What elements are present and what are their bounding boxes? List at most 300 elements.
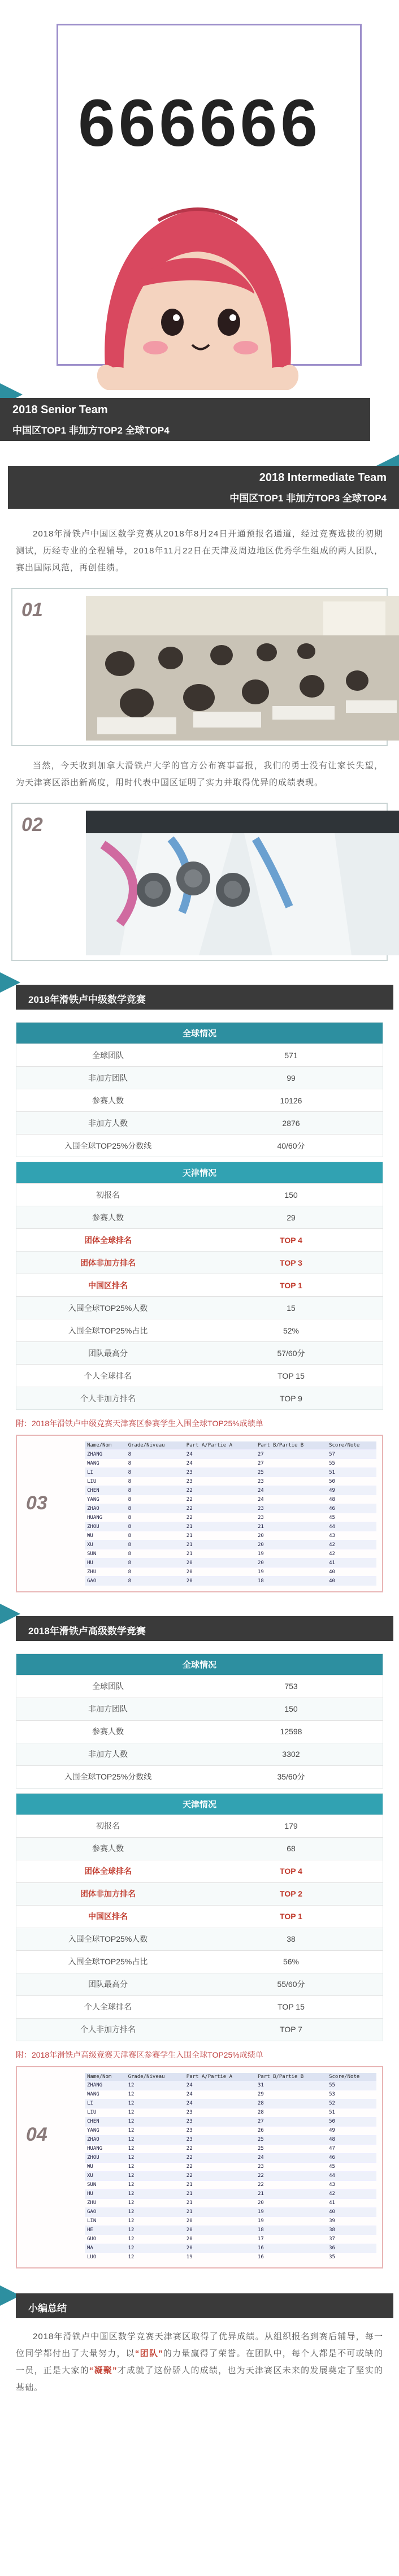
- score-cell: 51: [327, 2108, 376, 2117]
- intermediate-banner-subtitle: 中国区TOP1 非加方TOP3 全球TOP4: [229, 493, 387, 504]
- intermediate-team-banner: [0, 458, 399, 520]
- result-paragraph: 当然，今天收到加拿大滑铁卢大学的官方公布赛事喜报，我们的勇士没有让家长失望，为天津赛区添出新高度，用时代表中国区证明了实力并取得优异的成绩表现。: [16, 761, 383, 787]
- score-cell: 20: [184, 2226, 255, 2235]
- summary-text-part: 2018年滑铁卢中国区数学竞赛天津赛区取得了优异成绩。从组织报名到赛后辅导，每一位同学都付出了大量努力，以: [16, 2332, 383, 2358]
- score-row: [85, 2090, 376, 2099]
- score-cell: HU: [85, 1558, 126, 1568]
- score-cell: 20: [255, 2198, 327, 2207]
- score-cell: 8: [126, 1549, 184, 1558]
- score-cell: 8: [126, 1513, 184, 1522]
- table-body: [16, 1183, 383, 1409]
- row-value: 55/60分: [277, 1980, 305, 1989]
- summary-text-part: 才成就了这份骄人的成绩，也为天津赛区未来的发展奠定了坚实的基础。: [16, 2366, 383, 2392]
- score-row: [85, 1468, 376, 1477]
- score-cell: 12: [126, 2144, 184, 2153]
- table-row: [16, 1905, 383, 1928]
- row-label: 团体非加方排名: [80, 1258, 136, 1267]
- score-header-cell: Name/Nom: [85, 2073, 126, 2081]
- score-cell: 50: [327, 2117, 376, 2126]
- score-row: [85, 2153, 376, 2162]
- row-value: 179: [284, 1821, 298, 1830]
- score-cell: 28: [255, 2108, 327, 2117]
- score-cell: 57: [327, 1450, 376, 1459]
- score-row: [85, 2235, 376, 2244]
- senior-section-title: 2018年滑铁卢高级数学竞赛: [16, 1616, 393, 1641]
- score-cell: 8: [126, 1477, 184, 1486]
- senior-section-header: [0, 1604, 399, 1649]
- score-cell: 21: [184, 1522, 255, 1531]
- score-cell: 24: [255, 2153, 327, 2162]
- score-header-cell: Name/Nom: [85, 1441, 126, 1450]
- score-cell: 19: [255, 1549, 327, 1558]
- score-cell: 21: [184, 1540, 255, 1549]
- table-row: [16, 1341, 383, 1364]
- table-row: [16, 1066, 383, 1089]
- score-cell: GAO: [85, 1577, 126, 1586]
- row-label: 入围全球TOP25%人数: [68, 1303, 148, 1313]
- score-cell: 12: [126, 2153, 184, 2162]
- score-cell: 16: [255, 2244, 327, 2253]
- score-cell: 12: [126, 2235, 184, 2244]
- row-label: 团体非加方排名: [80, 1889, 136, 1898]
- score-cell: 51: [327, 1468, 376, 1477]
- score-row: [85, 1568, 376, 1577]
- score-cell: 22: [184, 1513, 255, 1522]
- score-cell: 22: [255, 2171, 327, 2180]
- score-cell: 21: [184, 2207, 255, 2216]
- row-value: 38: [287, 1934, 296, 1943]
- score-cell: 22: [184, 1486, 255, 1495]
- score-cell: HUANG: [85, 1513, 126, 1522]
- score-cell: ZHU: [85, 1568, 126, 1577]
- row-label: 入围全球TOP25%人数: [68, 1934, 148, 1943]
- senior-global-table: [16, 1653, 383, 1789]
- row-value: 99: [287, 1073, 296, 1083]
- row-label: 团体全球排名: [84, 1867, 132, 1876]
- score-cell: WANG: [85, 1459, 126, 1468]
- table-row: [16, 1387, 383, 1409]
- table-body: [16, 1044, 383, 1157]
- score-cell: 27: [255, 2117, 327, 2126]
- row-label: 非加方人数: [88, 1750, 128, 1759]
- row-label: 全球团队: [92, 1682, 124, 1691]
- score-cell: 49: [327, 2126, 376, 2135]
- table-row: [16, 1675, 383, 1698]
- score-cell: 8: [126, 1577, 184, 1586]
- row-value: 571: [284, 1050, 298, 1060]
- score-cell: 52: [327, 2099, 376, 2108]
- score-cell: ZHOU: [85, 1522, 126, 1531]
- table-row: [16, 1765, 383, 1788]
- score-cell: 20: [255, 1558, 327, 1568]
- table-title: 全球情况: [16, 1023, 383, 1044]
- score-cell: 19: [255, 2207, 327, 2216]
- medals-photo: [86, 811, 399, 955]
- intro-paragraph: 2018年滑铁卢中国区数学竞赛从2018年8月24日开通预报名通道，经过竞赛选拔的初期测试，历经专业的全程辅导，2018年11月22日在天津及周边地区优秀学生组成的两人团队，赛出国际风范，再创佳绩。: [16, 529, 383, 573]
- row-value: 68: [287, 1844, 296, 1853]
- table-row: [16, 1134, 383, 1157]
- score-cell: 12: [126, 2099, 184, 2108]
- score-cell: 46: [327, 1504, 376, 1513]
- score-cell: WANG: [85, 2090, 126, 2099]
- score-cell: 20: [255, 1531, 327, 1540]
- senior-tianjin-table: [16, 1793, 383, 2041]
- score-row: [85, 2253, 376, 2262]
- score-cell: 8: [126, 1540, 184, 1549]
- row-value: 29: [287, 1213, 296, 1222]
- table-row: [16, 1089, 383, 1111]
- score-cell: 40: [327, 1577, 376, 1586]
- row-label: 参赛人数: [92, 1727, 124, 1736]
- senior-banner-box: [0, 398, 370, 441]
- table-title: 天津情况: [16, 1162, 383, 1183]
- row-label: 参赛人数: [92, 1096, 124, 1105]
- score-cell: 22: [184, 2153, 255, 2162]
- score-cell: 8: [126, 1459, 184, 1468]
- score-cell: 12: [126, 2090, 184, 2099]
- score-cell: 47: [327, 2144, 376, 2153]
- table-row: [16, 1860, 383, 1882]
- score-row: [85, 1486, 376, 1495]
- score-row: [85, 2117, 376, 2126]
- score-cell: 38: [327, 2226, 376, 2235]
- row-value: 35/60分: [277, 1772, 305, 1781]
- score-cell: 40: [327, 2207, 376, 2216]
- score-cell: LUO: [85, 2253, 126, 2262]
- table-row: [16, 1111, 383, 1134]
- row-label: 入围全球TOP25%占比: [68, 1957, 148, 1966]
- row-label: 个人非加方排名: [80, 2025, 136, 2034]
- table-body: [16, 1675, 383, 1788]
- score-cell: 37: [327, 2235, 376, 2244]
- score-cell: WU: [85, 1531, 126, 1540]
- score-cell: 12: [126, 2126, 184, 2135]
- score-cell: 22: [184, 2171, 255, 2180]
- score-cell: 12: [126, 2226, 184, 2235]
- row-value: TOP 1: [280, 1280, 302, 1290]
- score-cell: 25: [255, 2135, 327, 2144]
- score-cell: GAO: [85, 2207, 126, 2216]
- summary-text: [16, 2328, 383, 2396]
- row-value: 15: [287, 1303, 296, 1313]
- photo-number: 03: [26, 1492, 47, 1514]
- score-cell: 39: [327, 2216, 376, 2226]
- table-row: [16, 1206, 383, 1228]
- table-row: [16, 1743, 383, 1765]
- row-label: 入围全球TOP25%分数线: [64, 1141, 152, 1150]
- hero: [0, 0, 399, 396]
- score-row: [85, 2226, 376, 2235]
- score-cell: CHEN: [85, 1486, 126, 1495]
- score-cell: 25: [255, 1468, 327, 1477]
- table-title: 全球情况: [16, 1654, 383, 1675]
- score-cell: 8: [126, 1568, 184, 1577]
- score-cell: 21: [255, 2189, 327, 2198]
- score-cell: 53: [327, 2090, 376, 2099]
- score-cell: 20: [184, 1558, 255, 1568]
- score-cell: 44: [327, 2171, 376, 2180]
- score-header-cell: Part B/Partie B: [255, 2073, 327, 2081]
- summary-highlight: “团队”: [135, 2349, 163, 2358]
- row-value: 52%: [283, 1326, 300, 1335]
- mascot-illustration: [73, 141, 322, 390]
- score-cell: ZHU: [85, 2198, 126, 2207]
- score-cell: XU: [85, 1540, 126, 1549]
- row-value: TOP 4: [280, 1235, 302, 1245]
- score-row: [85, 2198, 376, 2207]
- table-row: [16, 1228, 383, 1251]
- score-cell: 23: [255, 1513, 327, 1522]
- score-cell: 35: [327, 2253, 376, 2262]
- score-cell: HE: [85, 2226, 126, 2235]
- score-row: [85, 2216, 376, 2226]
- score-cell: 21: [184, 2180, 255, 2189]
- score-cell: ZHOU: [85, 2153, 126, 2162]
- score-cell: 20: [184, 2216, 255, 2226]
- score-cell: 12: [126, 2189, 184, 2198]
- photo-block-classroom: [11, 588, 388, 746]
- score-cell: 12: [126, 2244, 184, 2253]
- score-cell: 24: [255, 1495, 327, 1504]
- intermediate-section-header: [0, 972, 399, 1018]
- score-cell: 24: [184, 2099, 255, 2108]
- score-row: [85, 1495, 376, 1504]
- score-cell: 24: [184, 1459, 255, 1468]
- row-value: TOP 2: [280, 1889, 302, 1898]
- table-row: [16, 1183, 383, 1206]
- row-label: 团队最高分: [88, 1348, 128, 1358]
- score-row: [85, 2180, 376, 2189]
- score-row: [85, 1558, 376, 1568]
- score-cell: 48: [327, 2135, 376, 2144]
- score-cell: 42: [327, 1540, 376, 1549]
- score-cell: 22: [255, 2180, 327, 2189]
- table-body: [16, 1815, 383, 2041]
- row-label: 入围全球TOP25%占比: [68, 1326, 148, 1335]
- row-label: 初报名: [96, 1190, 120, 1200]
- score-cell: 21: [184, 2189, 255, 2198]
- score-cell: SUN: [85, 2180, 126, 2189]
- score-row: [85, 2244, 376, 2253]
- score-cell: LI: [85, 2099, 126, 2108]
- row-label: 参赛人数: [92, 1844, 124, 1853]
- score-row: [85, 1504, 376, 1513]
- row-label: 非加方团队: [88, 1073, 128, 1083]
- score-cell: LI: [85, 1468, 126, 1477]
- score-cell: LIN: [85, 2216, 126, 2226]
- score-cell: 22: [184, 1495, 255, 1504]
- score-cell: 21: [184, 1531, 255, 1540]
- hero-number: 666666: [78, 86, 321, 161]
- score-cell: 23: [184, 2108, 255, 2117]
- score-cell: MA: [85, 2244, 126, 2253]
- score-cell: 19: [255, 2216, 327, 2226]
- score-cell: ZHANG: [85, 1450, 126, 1459]
- table-row: [16, 1882, 383, 1905]
- score-cell: WU: [85, 2162, 126, 2171]
- score-cell: 28: [255, 2099, 327, 2108]
- score-table: [85, 2073, 376, 2262]
- score-cell: 8: [126, 1531, 184, 1540]
- score-cell: 8: [126, 1450, 184, 1459]
- score-cell: 12: [126, 2207, 184, 2216]
- table-row: [16, 1837, 383, 1860]
- score-cell: 8: [126, 1468, 184, 1477]
- score-row: [85, 1577, 376, 1586]
- score-cell: 18: [255, 2226, 327, 2235]
- score-cell: 43: [327, 1531, 376, 1540]
- intermediate-banner-title: 2018 Intermediate Team: [259, 471, 387, 484]
- score-cell: 8: [126, 1504, 184, 1513]
- score-cell: 20: [184, 2244, 255, 2253]
- score-cell: 20: [184, 2235, 255, 2244]
- table-row: [16, 1995, 383, 2018]
- score-header-cell: Grade/Niveau: [126, 2073, 184, 2081]
- intermediate-section-title: 2018年滑铁卢中级数学竞赛: [16, 985, 393, 1010]
- score-cell: 24: [184, 2081, 255, 2090]
- score-cell: 24: [184, 2090, 255, 2099]
- score-row: [85, 1459, 376, 1468]
- intermediate-note: 附：2018年滑铁卢中级竞赛天津赛区参赛学生入围全球TOP25%成绩单: [16, 1419, 263, 1428]
- score-table: [85, 1441, 376, 1586]
- score-row: [85, 2207, 376, 2216]
- score-cell: 43: [327, 2180, 376, 2189]
- row-value: TOP 1: [280, 1912, 302, 1921]
- table-row: [16, 1364, 383, 1387]
- classroom-photo: [86, 596, 399, 741]
- table-row: [16, 1928, 383, 1950]
- score-row: [85, 1513, 376, 1522]
- row-label: 中国区排名: [88, 1912, 128, 1921]
- score-row: [85, 2171, 376, 2180]
- score-header-cell: Score/Note: [327, 2073, 376, 2081]
- score-row: [85, 2099, 376, 2108]
- score-cell: 17: [255, 2235, 327, 2244]
- table-row: [16, 1720, 383, 1743]
- table-row: [16, 1698, 383, 1720]
- row-value: TOP 4: [280, 1867, 302, 1876]
- score-cell: 42: [327, 1549, 376, 1558]
- summary-text-part: 的力量赢得了荣誉。在团队中，每个人都是不可或缺的一员，正是大家的: [16, 2349, 383, 2375]
- row-label: 参赛人数: [92, 1213, 124, 1222]
- senior-banner-subtitle: 中国区TOP1 非加方TOP2 全球TOP4: [12, 425, 170, 436]
- score-cell: 55: [327, 1459, 376, 1468]
- table-row: [16, 1815, 383, 1837]
- score-cell: 42: [327, 2189, 376, 2198]
- score-cell: 12: [126, 2180, 184, 2189]
- score-cell: 18: [255, 1577, 327, 1586]
- row-value: 2876: [282, 1118, 300, 1128]
- score-header-cell: Grade/Niveau: [126, 1441, 184, 1450]
- summary-title: 小编总结: [16, 2293, 393, 2318]
- score-header-cell: Part B/Partie B: [255, 1441, 327, 1450]
- score-cell: HU: [85, 2189, 126, 2198]
- score-cell: 20: [255, 1540, 327, 1549]
- score-cell: 20: [184, 1568, 255, 1577]
- photo-number: 01: [21, 599, 43, 621]
- row-value: TOP 3: [280, 1258, 302, 1267]
- row-value: 3302: [282, 1750, 300, 1759]
- row-value: 56%: [283, 1957, 300, 1966]
- score-cell: 24: [255, 1486, 327, 1495]
- score-cell: 29: [255, 2090, 327, 2099]
- score-cell: 23: [255, 1477, 327, 1486]
- score-cell: 36: [327, 2244, 376, 2253]
- table-row: [16, 1319, 383, 1341]
- row-label: 非加方人数: [88, 1118, 128, 1128]
- score-row: [85, 1531, 376, 1540]
- score-cell: 25: [255, 2144, 327, 2153]
- score-cell: 23: [184, 1468, 255, 1477]
- score-cell: 23: [184, 2135, 255, 2144]
- score-cell: 8: [126, 1495, 184, 1504]
- score-cell: 19: [255, 1568, 327, 1577]
- score-cell: 8: [126, 1486, 184, 1495]
- row-label: 团队最高分: [88, 1980, 128, 1989]
- row-label: 初报名: [96, 1821, 120, 1830]
- score-cell: 22: [184, 1504, 255, 1513]
- score-cell: LIU: [85, 1477, 126, 1486]
- score-cell: 40: [327, 1568, 376, 1577]
- score-cell: CHEN: [85, 2117, 126, 2126]
- senior-score-sheet: [16, 2066, 383, 2269]
- score-row: [85, 2189, 376, 2198]
- score-header-cell: Part A/Partie A: [184, 2073, 255, 2081]
- row-label: 中国区排名: [88, 1280, 128, 1290]
- score-cell: 12: [126, 2253, 184, 2262]
- row-value: 40/60分: [277, 1141, 305, 1150]
- row-value: 150: [284, 1190, 298, 1200]
- score-row: [85, 1477, 376, 1486]
- table-row: [16, 1296, 383, 1319]
- score-cell: 12: [126, 2162, 184, 2171]
- score-cell: 31: [255, 2081, 327, 2090]
- score-cell: 49: [327, 1486, 376, 1495]
- score-cell: SUN: [85, 1549, 126, 1558]
- table-row: [16, 1274, 383, 1296]
- score-row: [85, 1450, 376, 1459]
- score-row: [85, 2126, 376, 2135]
- row-value: 10126: [280, 1096, 302, 1105]
- score-cell: 22: [184, 2144, 255, 2153]
- senior-note: 附：2018年滑铁卢高级竞赛天津赛区参赛学生入围全球TOP25%成绩单: [16, 2050, 263, 2059]
- score-cell: 8: [126, 1558, 184, 1568]
- score-row: [85, 1522, 376, 1531]
- score-cell: YANG: [85, 2126, 126, 2135]
- row-value: TOP 15: [277, 1371, 305, 1380]
- table-row: [16, 2018, 383, 2041]
- score-cell: XU: [85, 2171, 126, 2180]
- table-row: [16, 1973, 383, 1995]
- score-cell: 27: [255, 1450, 327, 1459]
- score-cell: 12: [126, 2135, 184, 2144]
- score-header-row: [85, 1441, 376, 1450]
- score-cell: 23: [184, 2117, 255, 2126]
- score-cell: 26: [255, 2126, 327, 2135]
- table-title: 天津情况: [16, 1794, 383, 1815]
- score-header-cell: Score/Note: [327, 1441, 376, 1450]
- score-cell: 19: [184, 2253, 255, 2262]
- intermediate-banner-box: [8, 466, 399, 509]
- score-cell: 16: [255, 2253, 327, 2262]
- score-cell: 48: [327, 1495, 376, 1504]
- score-cell: GUO: [85, 2235, 126, 2244]
- score-row: [85, 2135, 376, 2144]
- score-row: [85, 2162, 376, 2171]
- row-label: 入围全球TOP25%分数线: [64, 1772, 152, 1781]
- row-label: 个人非加方排名: [80, 1393, 136, 1403]
- row-value: 753: [284, 1682, 298, 1691]
